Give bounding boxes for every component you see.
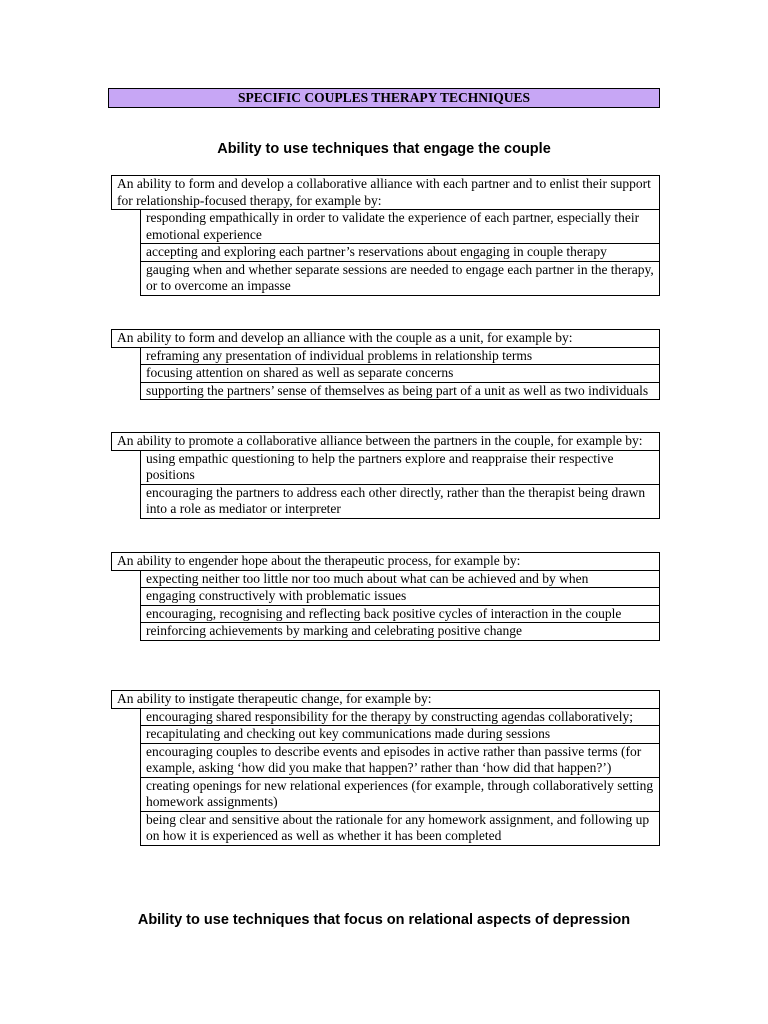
competence-table: [111, 690, 660, 846]
example-item: focusing attention on shared as well as separate concerns: [141, 365, 659, 383]
competence-header: An ability to instigate therapeutic change, for example by:: [111, 690, 660, 709]
example-list: [140, 571, 660, 641]
competence-table: [111, 329, 660, 400]
example-item: accepting and exploring each partner’s reservations about engaging in couple therapy: [141, 244, 659, 262]
competence-header: An ability to engender hope about the therapeutic process, for example by:: [111, 552, 660, 571]
example-item: using empathic questioning to help the partners explore and reappraise their respective positions: [141, 451, 659, 485]
example-item: creating openings for new relational experiences (for example, through collaboratively setting homework assignments): [141, 778, 659, 812]
example-item: encouraging shared responsibility for the therapy by constructing agendas collaboratively;: [141, 709, 659, 727]
example-item: being clear and sensitive about the rationale for any homework assignment, and following up on how it is experienced as well as whether it has been completed: [146, 811, 650, 843]
example-item: gauging when and whether separate sessions are needed to engage each partner in the therapy, or to overcome an impasse: [146, 261, 654, 293]
example-item: encouraging, recognising and reflecting back positive cycles of interaction in the couple: [141, 606, 659, 624]
example-list: [140, 709, 660, 846]
competence-header: An ability to form and develop a collaborative alliance with each partner and to enlist their support for relationship-focused therapy, for example by:: [111, 175, 660, 210]
example-list: [140, 348, 660, 401]
section-heading-relational-depression: Ability to use techniques that focus on relational aspects of depression: [137, 912, 631, 928]
example-item: recapitulating and checking out key communications made during sessions: [141, 726, 659, 744]
competence-header: An ability to promote a collaborative alliance between the partners in the couple, for example by:: [111, 432, 660, 451]
example-item: encouraging the partners to address each other directly, rather than the therapist being drawn into a role as mediator or interpreter: [146, 484, 646, 516]
example-item: reframing any presentation of individual problems in relationship terms: [141, 348, 659, 366]
example-list: [140, 210, 660, 296]
example-item: responding empathically in order to validate the experience of each partner, especially their emotional experience: [141, 210, 659, 244]
example-item: expecting neither too little nor too much about what can be achieved and by when: [141, 571, 659, 589]
example-item: encouraging couples to describe events and episodes in active rather than passive terms (for example, asking ‘how did you make that happen?’ rather than ‘how did that happen?’): [141, 744, 659, 778]
document-title: SPECIFIC COUPLES THERAPY TECHNIQUES: [108, 88, 660, 108]
competence-table: [111, 552, 660, 641]
competence-table: [111, 432, 660, 519]
section-heading-engage-couple: Ability to use techniques that engage the couple: [217, 141, 551, 157]
example-list: [140, 451, 660, 519]
example-item: engaging constructively with problematic issues: [141, 588, 659, 606]
competence-header: An ability to form and develop an alliance with the couple as a unit, for example by:: [111, 329, 660, 348]
example-item: supporting the partners’ sense of themselves as being part of a unit as well as two individuals: [146, 382, 649, 398]
example-item: reinforcing achievements by marking and celebrating positive change: [146, 623, 522, 638]
competence-table: [111, 175, 660, 296]
